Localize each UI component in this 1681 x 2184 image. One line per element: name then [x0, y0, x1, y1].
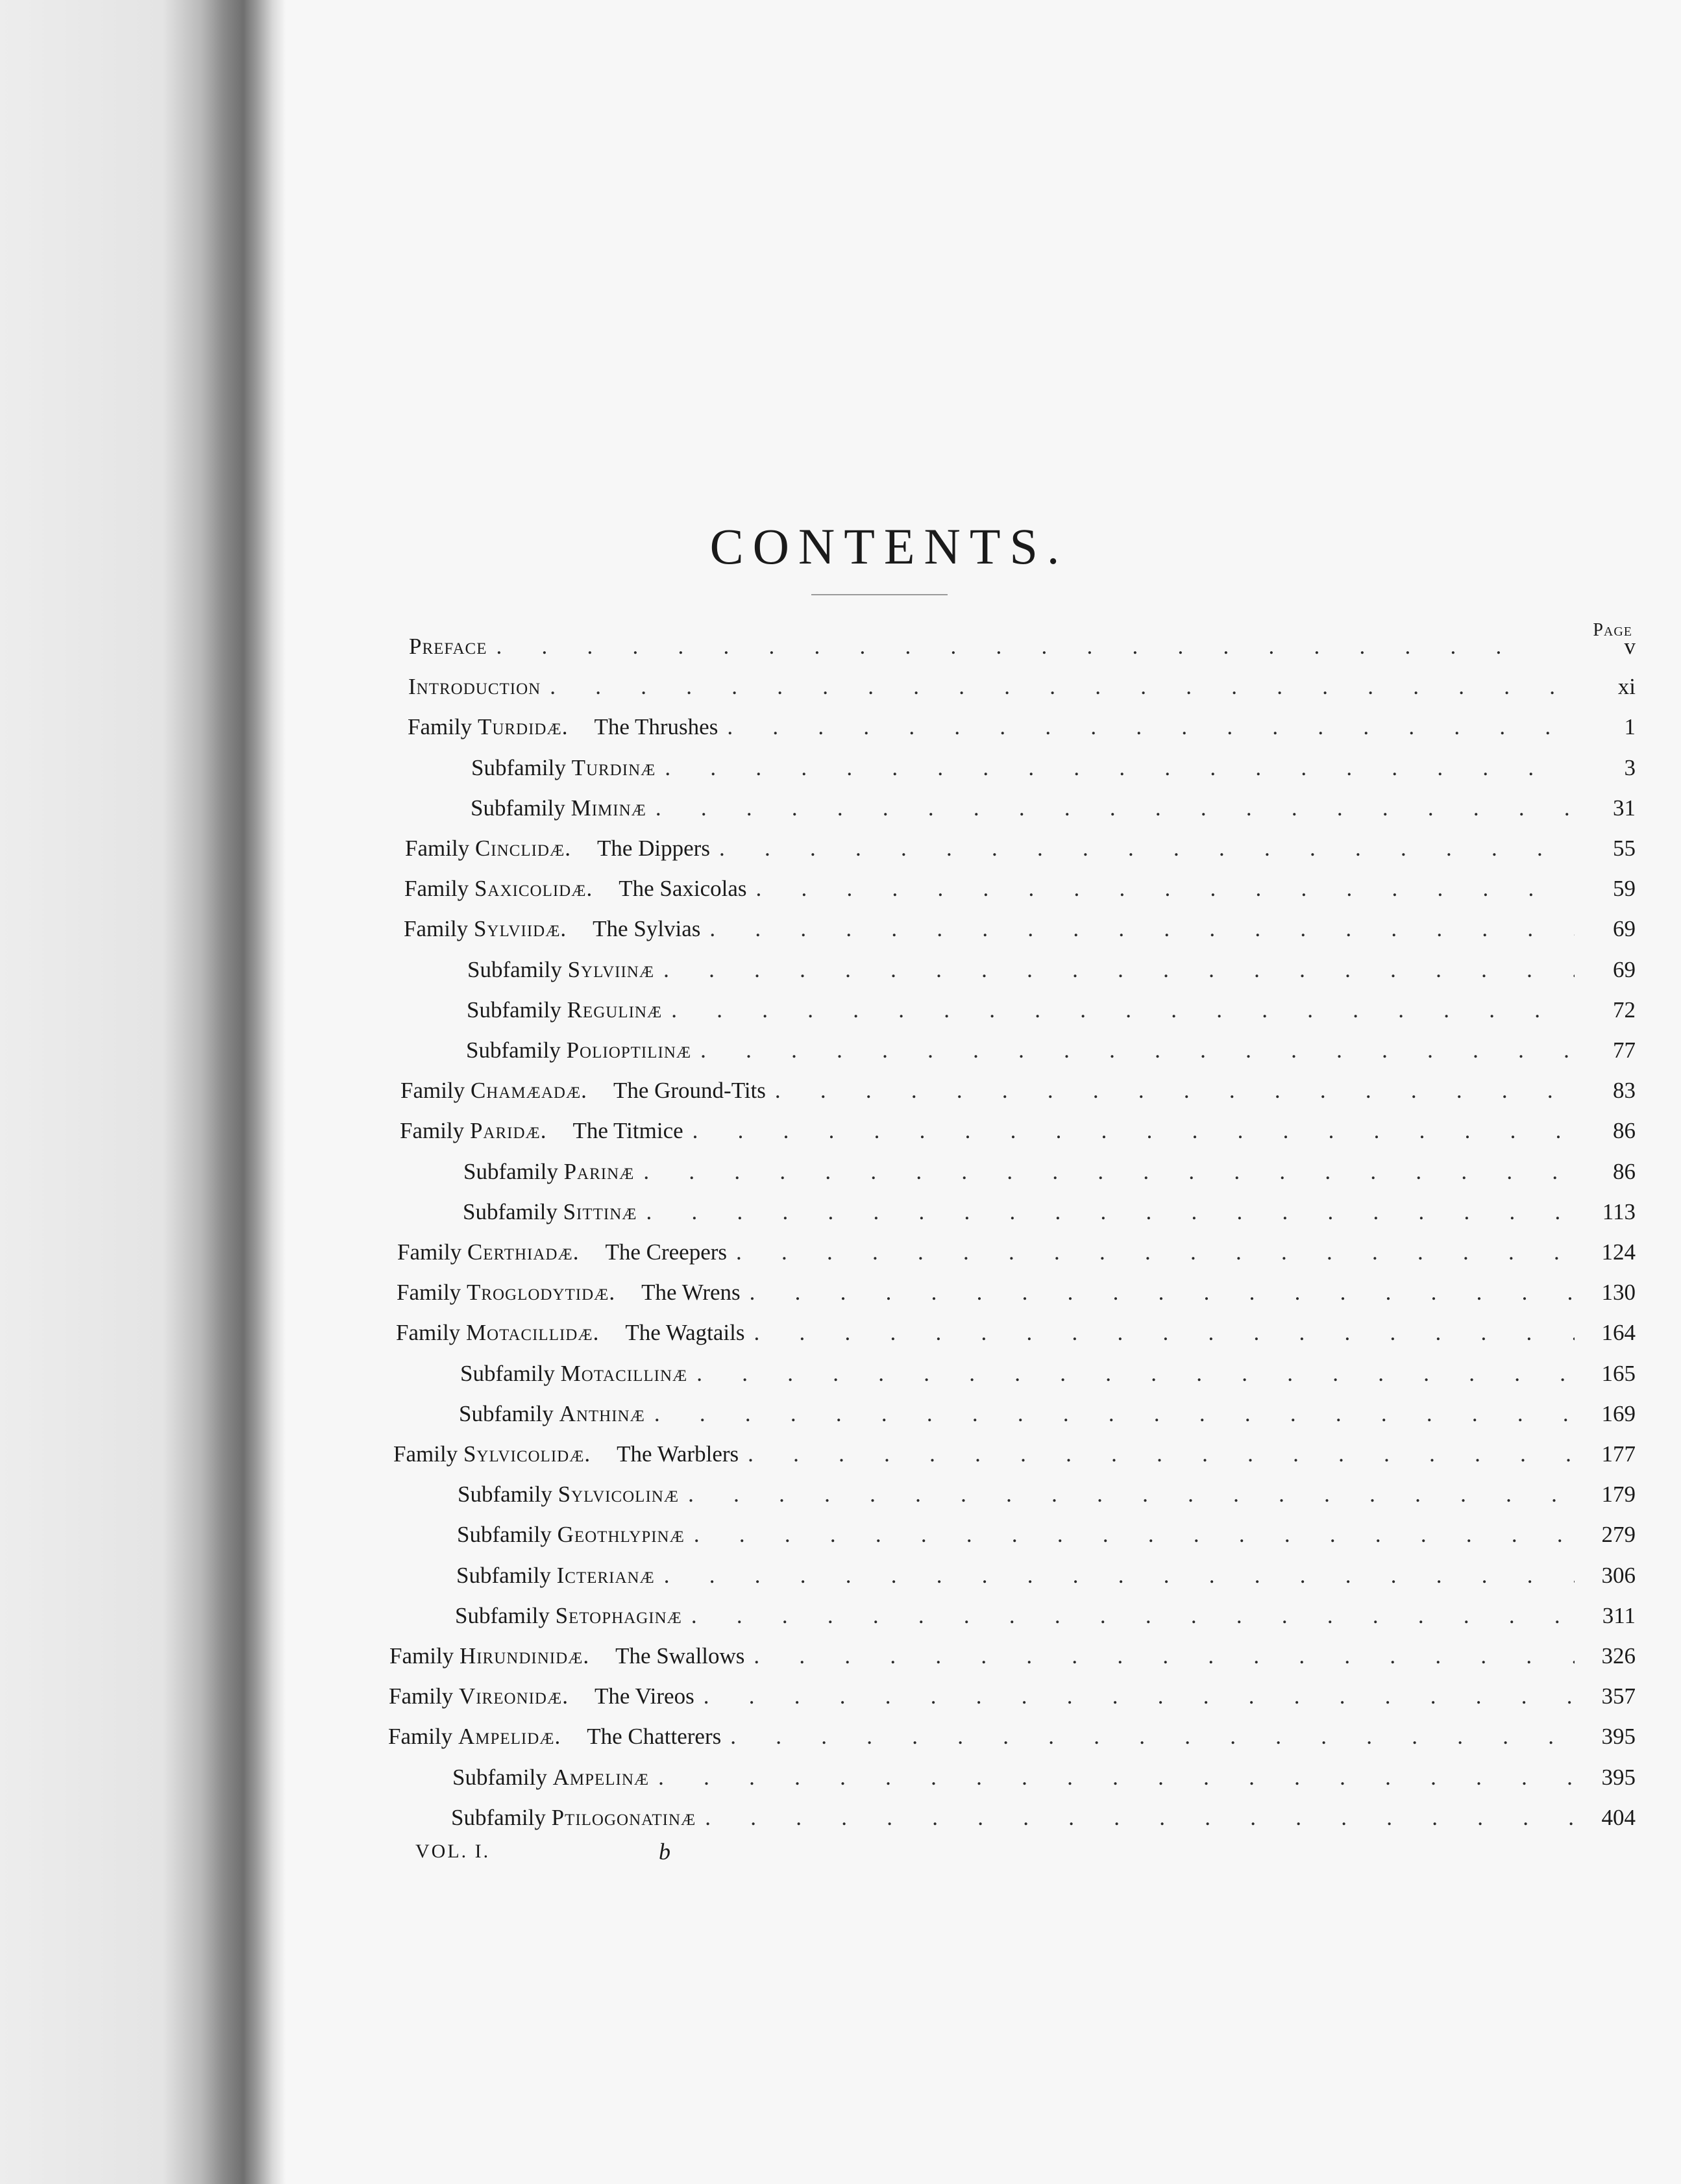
toc-subentry	[458, 1478, 1636, 1511]
page-column-label: Page	[1593, 620, 1632, 640]
entry-rank: Subfamily	[456, 1562, 551, 1588]
dot-leader	[646, 1195, 1575, 1229]
entry-page-number: 177	[1601, 1441, 1636, 1467]
entry-label	[467, 953, 654, 987]
entry-taxon: Geothlypinæ	[557, 1522, 685, 1548]
entry-taxon: Chamæadæ.	[470, 1078, 587, 1104]
toc-entry	[404, 912, 1636, 946]
toc-entry	[408, 670, 1636, 704]
entry-page-number: 77	[1613, 1037, 1636, 1063]
entry-page-number: 130	[1601, 1280, 1636, 1306]
toc-entry	[397, 1235, 1636, 1269]
dot-leader	[730, 1720, 1575, 1754]
entry-page-number: 69	[1613, 956, 1636, 982]
entry-page-number: 404	[1601, 1804, 1636, 1830]
table-of-contents	[286, 0, 1681, 2184]
entry-taxon: Cinclidæ.	[474, 836, 571, 861]
dot-leader	[663, 953, 1575, 987]
entry-label	[463, 1155, 634, 1189]
entry-page-number: 1	[1624, 714, 1636, 740]
entry-rank: Family	[389, 1643, 454, 1669]
entry-taxon: Turdidæ.	[477, 714, 569, 740]
toc-subentry	[455, 1599, 1636, 1633]
entry-common-name: The Thrushes	[594, 714, 718, 740]
entry-label	[408, 670, 541, 704]
entry-rank: Family	[408, 714, 472, 740]
entry-rank: Subfamily	[455, 1602, 550, 1628]
entry-page-number: 311	[1602, 1602, 1636, 1628]
entry-taxon: Ampelinæ	[552, 1764, 650, 1790]
entry-label	[389, 1680, 694, 1713]
entry-label	[408, 710, 718, 744]
signature-mark: b	[659, 1839, 670, 1865]
entry-page-number: 306	[1601, 1562, 1636, 1588]
entry-label	[400, 1114, 683, 1148]
entry-label	[455, 1599, 682, 1633]
entry-page-number: 83	[1613, 1078, 1636, 1104]
entry-rank: Family	[400, 1078, 465, 1104]
toc-entry	[400, 1114, 1636, 1148]
entry-taxon: Sylvicolinæ	[558, 1482, 680, 1508]
entry-taxon: Miminæ	[571, 795, 646, 821]
entry-rank: Subfamily	[459, 1400, 554, 1426]
entry-taxon: Troglodytidæ.	[466, 1280, 616, 1306]
dot-leader	[643, 1155, 1575, 1189]
entry-label	[452, 1761, 649, 1794]
dot-leader	[665, 751, 1575, 785]
entry-common-name: The Wagtails	[625, 1320, 745, 1346]
dot-leader	[754, 1316, 1575, 1350]
entry-page-number: 113	[1602, 1198, 1636, 1224]
entry-rank: Subfamily	[467, 956, 562, 982]
entry-taxon: Parinæ	[563, 1158, 635, 1184]
entry-taxon: Setophaginæ	[555, 1602, 682, 1628]
toc-entry	[396, 1316, 1636, 1350]
entry-common-name: The Chatterers	[587, 1724, 722, 1750]
entry-page-number: 55	[1613, 836, 1636, 861]
entry-page-number: 3	[1624, 754, 1636, 780]
entry-label	[459, 1397, 645, 1431]
entry-label	[460, 1357, 687, 1391]
entry-label	[389, 1639, 744, 1673]
entry-rank: Subfamily	[471, 754, 566, 780]
entry-rank: Family	[405, 836, 470, 861]
dot-leader	[696, 1357, 1575, 1391]
entry-common-name: The Swallows	[615, 1643, 745, 1669]
entry-rank: Subfamily	[471, 795, 565, 821]
toc-entry	[397, 1276, 1636, 1309]
toc-subentry	[463, 1195, 1636, 1229]
toc-subentry	[456, 1559, 1636, 1593]
entry-page-number: 164	[1601, 1320, 1636, 1346]
dot-leader	[664, 1559, 1575, 1593]
entry-rank: Subfamily	[466, 1037, 561, 1063]
entry-rank: Subfamily	[451, 1804, 546, 1830]
entry-common-name: The Ground-Tits	[613, 1078, 766, 1104]
entry-label	[396, 1316, 744, 1350]
dot-leader	[691, 1599, 1575, 1633]
entry-page-number: 326	[1601, 1643, 1636, 1669]
dot-leader	[496, 630, 1575, 664]
dot-leader	[719, 832, 1575, 865]
entry-page-number: 72	[1613, 997, 1636, 1023]
entry-label	[456, 1559, 655, 1593]
entry-page-number: 69	[1613, 916, 1636, 942]
dot-leader	[693, 1114, 1575, 1148]
toc-entry	[405, 832, 1636, 865]
entry-rank: Family	[404, 916, 469, 942]
entry-taxon: Sylvicolidæ.	[463, 1441, 591, 1467]
dot-leader	[736, 1235, 1575, 1269]
entry-rank: Family	[393, 1441, 458, 1467]
entry-page-number: 169	[1601, 1400, 1636, 1426]
entry-page-number: 59	[1613, 876, 1636, 902]
entry-page-number: 395	[1601, 1764, 1636, 1790]
entry-rank: Family	[396, 1320, 461, 1346]
entry-label	[405, 832, 710, 865]
entry-rank: Subfamily	[467, 997, 561, 1023]
entry-page-number: v	[1624, 634, 1636, 659]
entry-page-number: 86	[1613, 1158, 1636, 1184]
entry-rank: Subfamily	[458, 1482, 552, 1508]
entry-label	[393, 1437, 739, 1471]
entry-common-name: The Sylvias	[593, 916, 701, 942]
toc-subentry	[451, 1801, 1636, 1835]
toc-subentry	[457, 1518, 1636, 1552]
entry-page-number: 395	[1601, 1724, 1636, 1750]
dot-leader	[750, 1276, 1575, 1309]
entry-rank: Subfamily	[457, 1522, 552, 1548]
toc-subentry	[460, 1357, 1636, 1391]
entry-page-number: 357	[1601, 1683, 1636, 1709]
dot-leader	[748, 1437, 1575, 1471]
dot-leader	[775, 1074, 1575, 1108]
entry-taxon: Vireonidæ.	[458, 1683, 569, 1709]
dot-leader	[654, 1397, 1575, 1431]
entry-rank: Subfamily	[460, 1360, 555, 1386]
entry-rank: Subfamily	[463, 1198, 558, 1224]
entry-rank: Subfamily	[452, 1764, 547, 1790]
toc-entry	[388, 1720, 1636, 1754]
binding-gutter-shadow	[0, 0, 286, 2184]
dot-leader	[550, 670, 1575, 704]
dot-leader	[704, 1680, 1575, 1713]
entry-label	[466, 1034, 691, 1067]
toc-subentry	[467, 953, 1636, 987]
entry-label	[467, 993, 662, 1027]
entry-page-number: 31	[1613, 795, 1636, 821]
toc-entry	[404, 872, 1636, 906]
entry-page-number: 179	[1601, 1482, 1636, 1508]
entry-rank: Family	[397, 1239, 462, 1265]
toc-entry	[389, 1639, 1636, 1673]
entry-page-number: xi	[1617, 674, 1636, 700]
entry-page-number: 86	[1613, 1118, 1636, 1144]
toc-entry	[393, 1437, 1636, 1471]
toc-subentry	[467, 993, 1636, 1027]
entry-label	[451, 1801, 696, 1835]
dot-leader	[656, 791, 1575, 825]
dot-leader	[756, 872, 1575, 906]
entry-taxon: Polioptilinæ	[566, 1037, 692, 1063]
entry-label	[471, 791, 646, 825]
dot-leader	[658, 1761, 1575, 1794]
entry-common-name: The Saxicolas	[619, 876, 747, 902]
toc-subentry	[466, 1034, 1636, 1067]
entry-taxon: Motacillidæ.	[465, 1320, 600, 1346]
entry-label	[458, 1478, 679, 1511]
entry-page-number: 279	[1601, 1522, 1636, 1548]
entry-common-name: The Wrens	[641, 1280, 741, 1306]
toc-subentry	[452, 1761, 1636, 1794]
toc-entry	[408, 710, 1636, 744]
entry-common-name: The Titmice	[572, 1118, 683, 1144]
entry-label	[463, 1195, 637, 1229]
entry-taxon: Turdinæ	[571, 754, 656, 780]
toc-entry	[389, 1680, 1636, 1713]
dot-leader	[727, 710, 1575, 744]
volume-label: VOL. I.	[415, 1841, 491, 1862]
entry-label	[457, 1518, 685, 1552]
entry-taxon: Sylviidæ.	[473, 916, 567, 942]
entry-taxon: Icterianæ	[556, 1562, 655, 1588]
entry-taxon: Regulinæ	[567, 997, 663, 1023]
entry-taxon: Paridæ.	[469, 1118, 547, 1144]
entry-rank: Family	[400, 1118, 465, 1144]
dot-leader	[705, 1801, 1575, 1835]
contents-page	[286, 0, 1681, 2184]
toc-subentry	[471, 791, 1636, 825]
dot-leader	[688, 1478, 1575, 1511]
dot-leader	[709, 912, 1575, 946]
entry-rank: Family	[397, 1280, 461, 1306]
entry-taxon: Hirundinidæ.	[459, 1643, 590, 1669]
entry-heading: Introduction	[408, 674, 541, 700]
entry-page-number: 124	[1601, 1239, 1636, 1265]
entry-taxon: Sylviinæ	[567, 956, 655, 982]
toc-subentry	[459, 1397, 1636, 1431]
entry-common-name: The Vireos	[594, 1683, 694, 1709]
entry-label	[409, 630, 487, 664]
entry-label	[404, 912, 700, 946]
entry-taxon: Saxicolidæ.	[474, 876, 593, 902]
entry-taxon: Motacillinæ	[560, 1360, 688, 1386]
entry-label	[400, 1074, 766, 1108]
entry-rank: Subfamily	[463, 1158, 558, 1184]
entry-label	[404, 872, 747, 906]
toc-subentry	[463, 1155, 1636, 1189]
toc-entry	[409, 630, 1636, 664]
entry-taxon: Anthinæ	[559, 1400, 645, 1426]
entry-label	[397, 1276, 741, 1309]
dot-leader	[700, 1034, 1575, 1067]
toc-subentry	[471, 751, 1636, 785]
entry-label	[471, 751, 656, 785]
entry-taxon: Certhiadæ.	[467, 1239, 580, 1265]
page-title: CONTENTS.	[709, 518, 1069, 575]
entry-rank: Family	[388, 1724, 453, 1750]
toc-entry	[400, 1074, 1636, 1108]
dot-leader	[694, 1518, 1575, 1552]
entry-rank: Family	[389, 1683, 454, 1709]
entry-label	[397, 1235, 727, 1269]
entry-common-name: The Warblers	[617, 1441, 739, 1467]
entry-common-name: The Creepers	[605, 1239, 728, 1265]
entry-taxon: Ptilogonatinæ	[551, 1804, 696, 1830]
entry-common-name: The Dippers	[596, 836, 710, 861]
entry-rank: Family	[404, 876, 469, 902]
entry-label	[388, 1720, 721, 1754]
dot-leader	[671, 993, 1575, 1027]
entry-heading: Preface	[409, 634, 487, 659]
dot-leader	[754, 1639, 1575, 1673]
entry-taxon: Ampelidæ.	[458, 1724, 561, 1750]
entry-page-number: 165	[1601, 1360, 1636, 1386]
entry-taxon: Sittinæ	[563, 1198, 637, 1224]
